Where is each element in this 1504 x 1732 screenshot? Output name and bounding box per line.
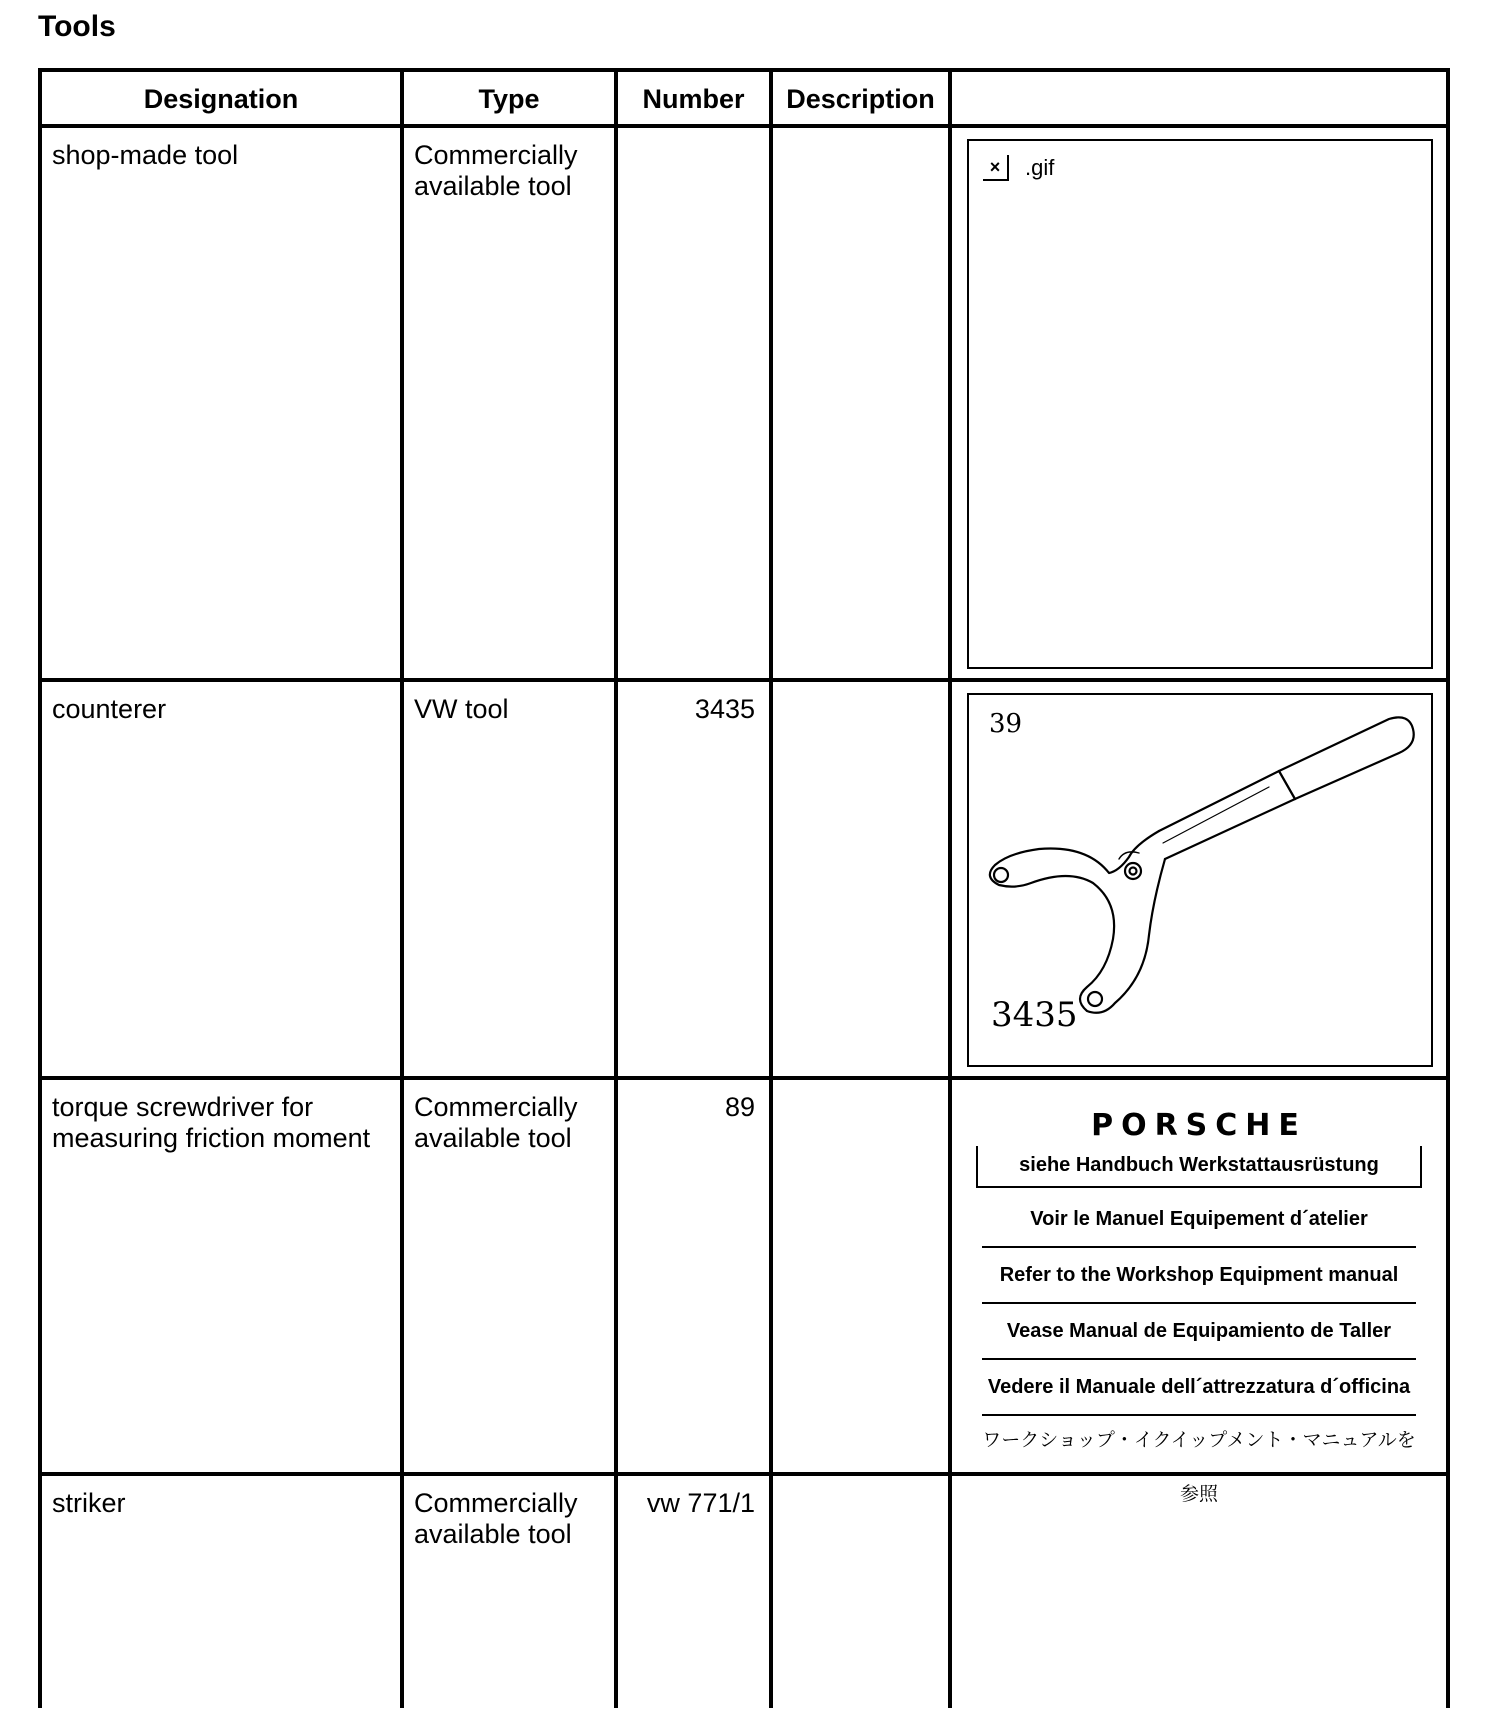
column-divider — [400, 68, 404, 1708]
column-divider — [614, 68, 618, 1708]
header-number: Number — [642, 83, 745, 114]
designation-cell: striker — [52, 1488, 126, 1518]
column-divider — [38, 68, 42, 1708]
porsche-reference-card — [952, 1080, 1446, 1505]
figure-number: 39 — [989, 709, 1023, 739]
type-cell: Commercially available tool — [414, 1488, 578, 1549]
designation-cell: torque screwdriver for measuring friction moment — [52, 1092, 371, 1153]
image-filename: .gif — [1025, 155, 1055, 180]
broken-image-icon: × — [983, 155, 1009, 181]
reference-line-it: Vedere il Manuale dell´attrezzatura d´officina — [982, 1360, 1416, 1416]
type-cell: Commercially available tool — [414, 140, 578, 201]
reference-line-de: siehe Handbuch Werkstattausrüstung — [976, 1146, 1422, 1188]
reference-line-ja: ワークショップ・イクイップメント・マニュアルを参照 — [982, 1430, 1416, 1505]
designation-cell: shop-made tool — [52, 140, 239, 170]
header-image — [952, 72, 1446, 126]
designation-cell: counterer — [52, 694, 167, 724]
reference-line-es: Vease Manual de Equipamiento de Taller — [982, 1304, 1416, 1360]
row-divider — [38, 678, 1450, 682]
row-divider — [38, 1472, 1450, 1476]
tools-table — [38, 68, 1450, 1708]
header-description: Description — [786, 83, 935, 114]
page-title: Tools — [38, 10, 116, 43]
type-cell: VW tool — [414, 694, 509, 724]
header-designation: Designation — [143, 83, 299, 114]
header-type: Type — [478, 83, 540, 114]
figure-caption: 3435 — [991, 995, 1078, 1035]
column-divider — [769, 68, 773, 1708]
reference-line-en: Refer to the Workshop Equipment manual — [982, 1248, 1416, 1304]
number-cell: vw 771/1 — [646, 1488, 755, 1518]
type-cell: Commercially available tool — [414, 1092, 578, 1153]
reference-line-fr: Voir le Manuel Equipement d´atelier — [982, 1192, 1416, 1248]
number-cell: 3435 — [694, 694, 755, 724]
broken-image-placeholder — [967, 139, 1433, 669]
number-cell: 89 — [724, 1092, 755, 1122]
column-divider — [1446, 68, 1450, 1708]
tool-illustration — [967, 693, 1433, 1067]
porsche-logo: PORSCHE — [1091, 1108, 1307, 1143]
